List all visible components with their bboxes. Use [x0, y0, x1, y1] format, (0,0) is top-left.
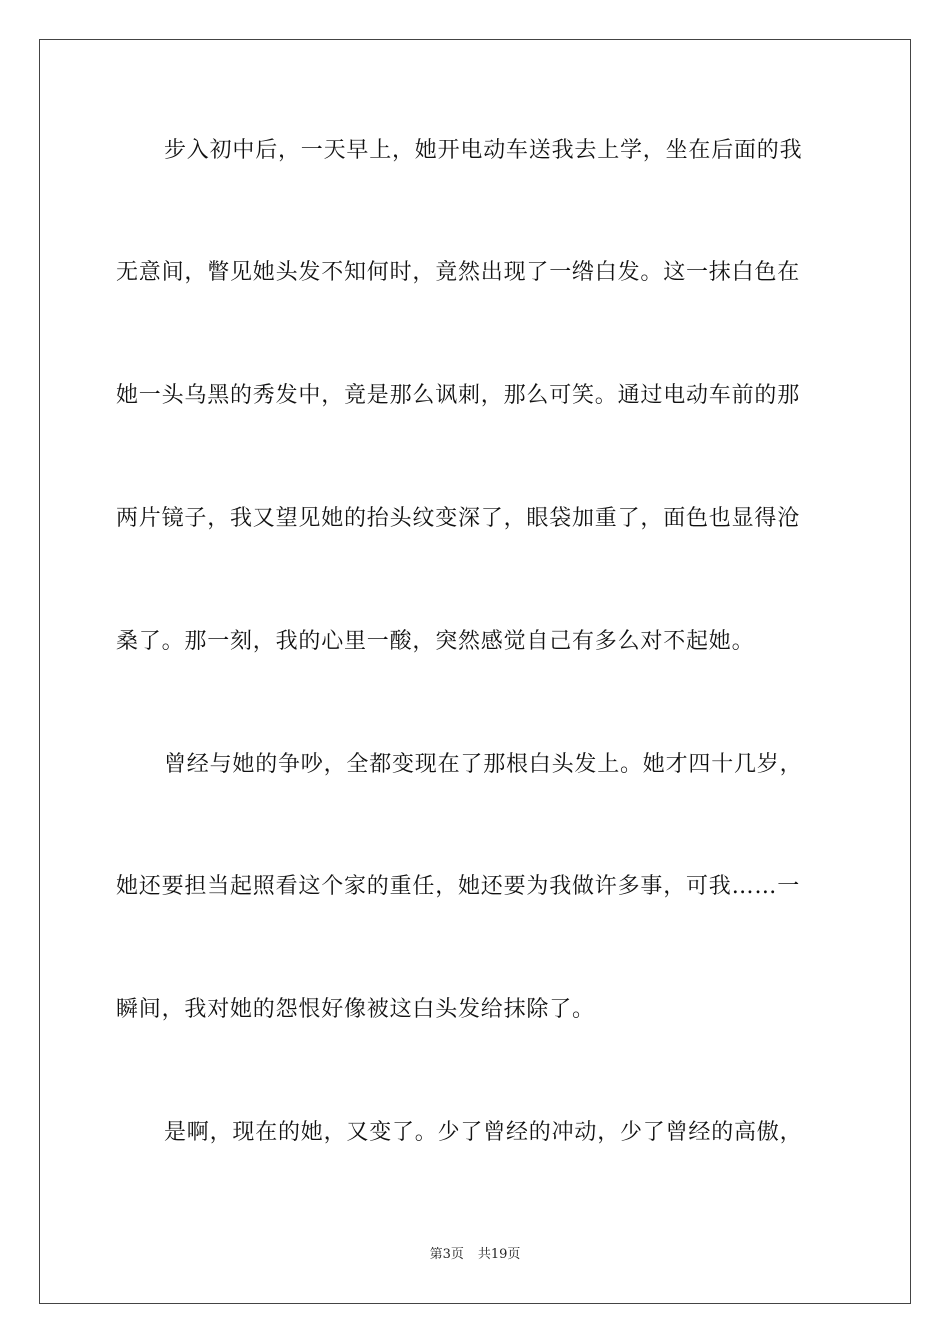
page-footer	[0, 1246, 950, 1264]
paragraph-line: 曾经与她的争吵，全都变现在了那根白头发上。她才四十几岁，	[164, 752, 803, 777]
paragraph-line: 是啊，现在的她，又变了。少了曾经的冲动，少了曾经的高傲，	[164, 1120, 803, 1145]
paragraph-line: 桑了。那一刻，我的心里一酸，突然感觉自己有多么对不起她。	[116, 629, 755, 654]
paragraph-line: 无意间，瞥见她头发不知何时，竟然出现了一绺白发。这一抹白色在	[116, 260, 801, 285]
paragraph-line: 步入初中后，一天早上，她开电动车送我去上学，坐在后面的我	[164, 138, 803, 163]
page-border	[39, 39, 911, 1304]
paragraph-line: 两片镜子，我又望见她的抬头纹变深了，眼袋加重了，面色也显得沧	[116, 506, 801, 531]
paragraph-line: 她还要担当起照看这个家的重任，她还要为我做许多事，可我……一	[116, 874, 801, 899]
page-total: 共19页	[477, 1247, 521, 1262]
paragraph-line: 瞬间，我对她的怨恨好像被这白头发给抹除了。	[116, 997, 595, 1022]
page-number: 第3页	[429, 1247, 464, 1262]
paragraph-line: 她一头乌黑的秀发中，竟是那么讽刺，那么可笑。通过电动车前的那	[116, 383, 801, 408]
